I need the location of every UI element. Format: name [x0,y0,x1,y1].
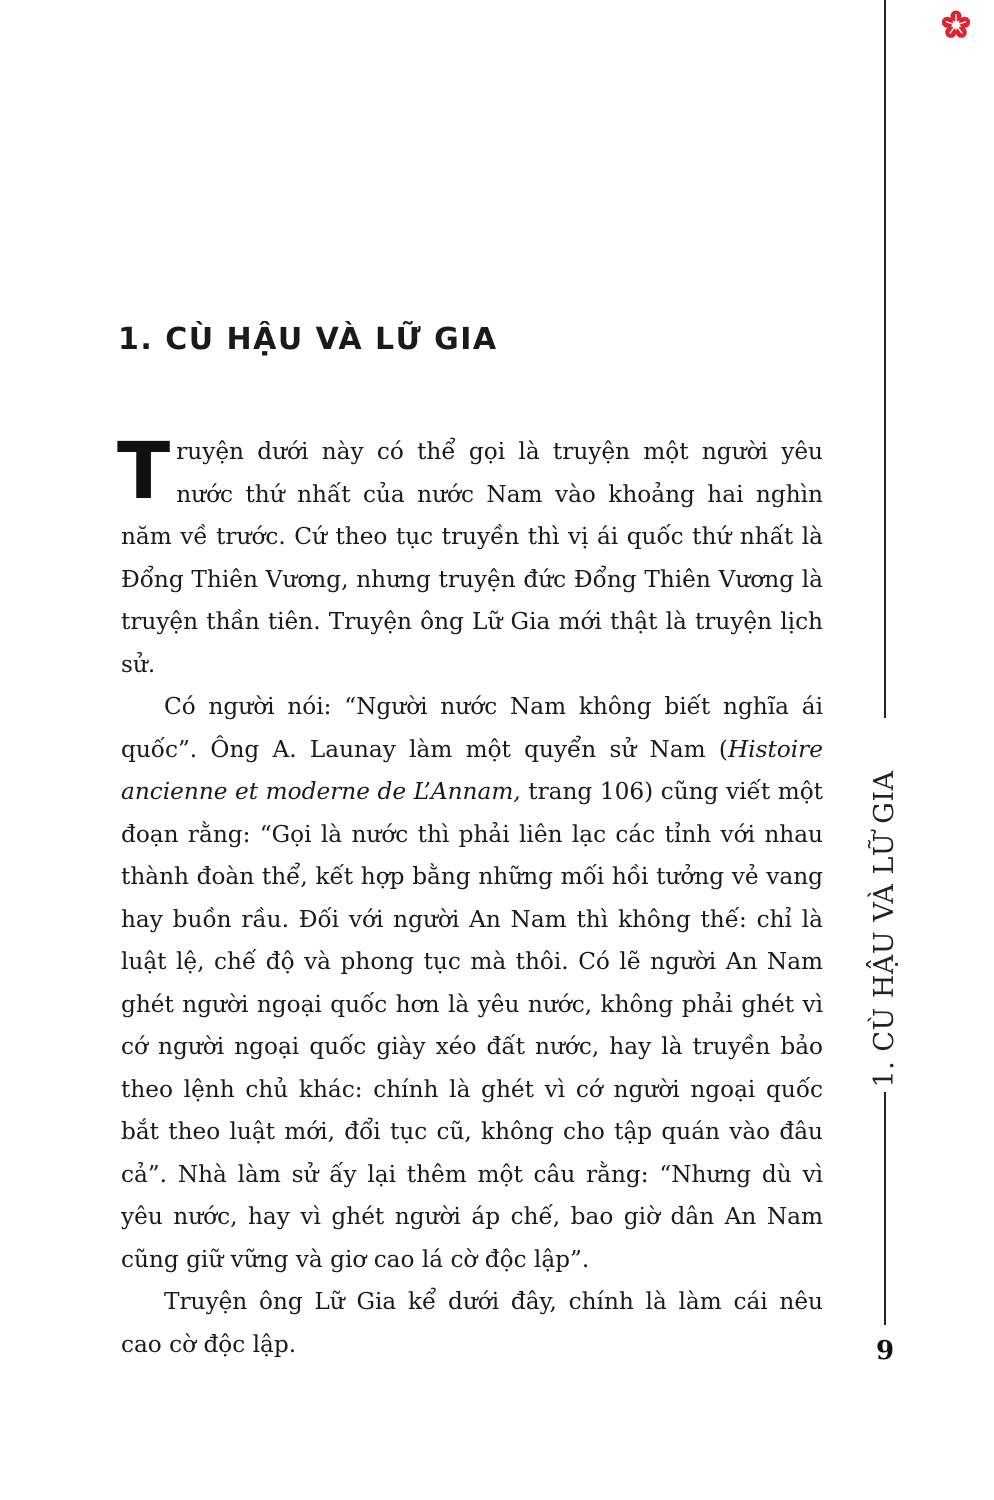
paragraph-3: Truyện ông Lữ Gia kể dưới đây, chính là làm cái nêu cao cờ độc lập. [121,1288,823,1358]
running-title: 1. CÙ HẬU VÀ LỮ GIA [869,770,900,1088]
paragraph-1-text: ruyện dưới này có thể gọi là truyện một người yêu nước thứ nhất của nước Nam vào khoảng hai nghìn năm về trước. Cứ theo tục truyền thì vị ái quốc thứ nhất là Đổng Thiên Vương, nhưng truyện đức Đổng Thiên Vương là truyện thần tiên. Truyện ông Lữ Gia mới thật là truyện lịch sử. [121,438,823,678]
side-rule-top [884,0,886,718]
chapter-title: 1. CÙ HẬU VÀ LỮ GIA [118,322,498,357]
paragraph-2-text-before: Có người nói: “Người nước Nam không biết nghĩa ái quốc”. Ông A. Launay làm một quyển sử Nam ( [121,693,823,763]
side-rule-bottom [884,1092,886,1325]
paragraph-2-text-after: trang 106) cũng viết một đoạn rằng: “Gọi là nước thì phải liên lạc các tỉnh với nhau thành đoàn thể, kết hợp bằng những mối hồi tưởng vẻ vang hay buồn rầu. Đối với người An Nam thì không thế: chỉ là luật lệ, chế độ và phong tục mà thôi. Có lẽ người An Nam ghét người ngoại quốc hơn là yêu nước, không phải ghét vì cớ người ngoại quốc giày xéo đất nước, hay là truyền bảo theo lệnh chủ khác: chính là ghét vì cớ người ngoại quốc bắt theo luật mới, đổi tục cũ, không cho tập quán vào đâu cả”. Nhà làm sử ấy lại thêm một câu rằng: “Nhưng dù vì yêu nước, hay vì ghét người áp chế, bao giờ dân An Nam cũng giữ vững và giơ cao lá cờ độc lập”. [121,778,823,1273]
flower-icon [941,10,971,40]
page-number: 9 [875,1336,895,1366]
paragraph-2 [121,686,823,1281]
drop-cap: T [117,427,171,517]
chapter-body [117,427,823,1366]
paragraph-1 [117,427,823,686]
book-title-citation: Histoire ancienne et moderne de L’Annam, [121,735,823,805]
